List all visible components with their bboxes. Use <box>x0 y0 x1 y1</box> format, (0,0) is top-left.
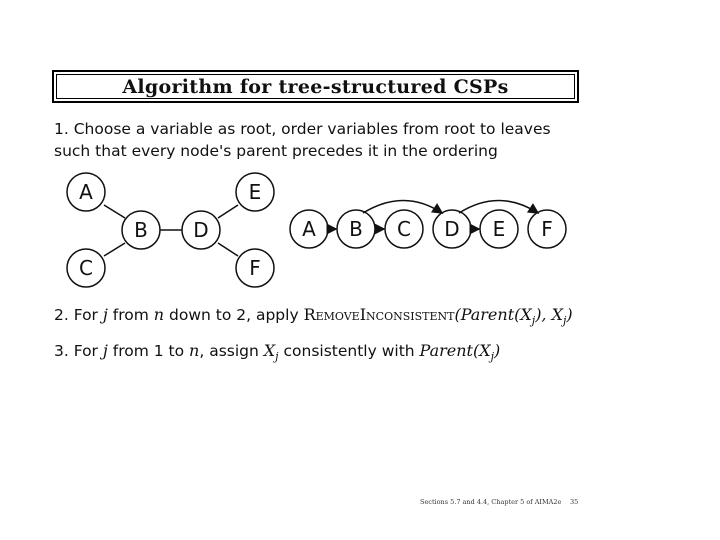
order-label-d: D <box>444 217 460 241</box>
step2-args2: ), X <box>535 305 563 324</box>
tree-label-b: B <box>134 218 148 242</box>
order-label-a: A <box>302 217 316 241</box>
tree-label-f: F <box>249 256 261 280</box>
step3-j: j <box>102 341 108 360</box>
step3-parent: Parent(X <box>419 341 491 360</box>
step3-from: from 1 to <box>107 342 190 360</box>
slide-title: Algorithm for tree-structured CSPs <box>122 75 509 98</box>
step2-function-name: RemoveInconsistent <box>303 305 455 324</box>
step2-prefix: 2. For <box>54 306 103 324</box>
edge-c-b <box>104 243 125 256</box>
tree-label-c: C <box>79 256 93 280</box>
step2-sub2: j <box>563 314 567 328</box>
step2-n: n <box>153 305 165 324</box>
step2-sub1: j <box>531 314 536 328</box>
edge-d-f <box>218 243 238 256</box>
edge-a-b <box>104 205 125 218</box>
step2-close: ) <box>566 305 573 324</box>
step3-psub: j <box>490 350 495 364</box>
step3-x: X <box>263 341 276 360</box>
step3-prefix: 3. For <box>54 342 103 360</box>
step1-line2: such that every node's parent precedes it in the ordering <box>54 142 498 160</box>
step1-line1: 1. Choose a variable as root, order variables from root to leaves <box>54 120 551 138</box>
step3-xsub: j <box>275 350 279 364</box>
order-label-b: B <box>349 217 363 241</box>
step2-j: j <box>102 305 108 324</box>
tree-label-e: E <box>248 180 262 204</box>
edge-d-e <box>218 205 238 218</box>
step3-pclose: ) <box>494 341 501 360</box>
step2-text <box>54 304 573 332</box>
step3-n: n <box>189 341 200 360</box>
order-label-c: C <box>397 217 411 241</box>
step3-consistently: consistently with <box>278 342 420 360</box>
step2-args: (Parent(X <box>454 305 532 324</box>
step3-assign: , assign <box>199 342 264 360</box>
page-number: 35 <box>570 498 579 506</box>
step2-downto: down to 2, apply <box>164 306 304 324</box>
step2-from: from <box>107 306 154 324</box>
order-label-f: F <box>541 217 553 241</box>
slide-footer: Sections 5.7 and 4.4, Chapter 5 of AIMA2e <box>420 498 562 506</box>
tree-label-d: D <box>193 218 209 242</box>
order-label-e: E <box>492 217 506 241</box>
step3-text <box>54 340 500 368</box>
tree-label-a: A <box>79 180 93 204</box>
